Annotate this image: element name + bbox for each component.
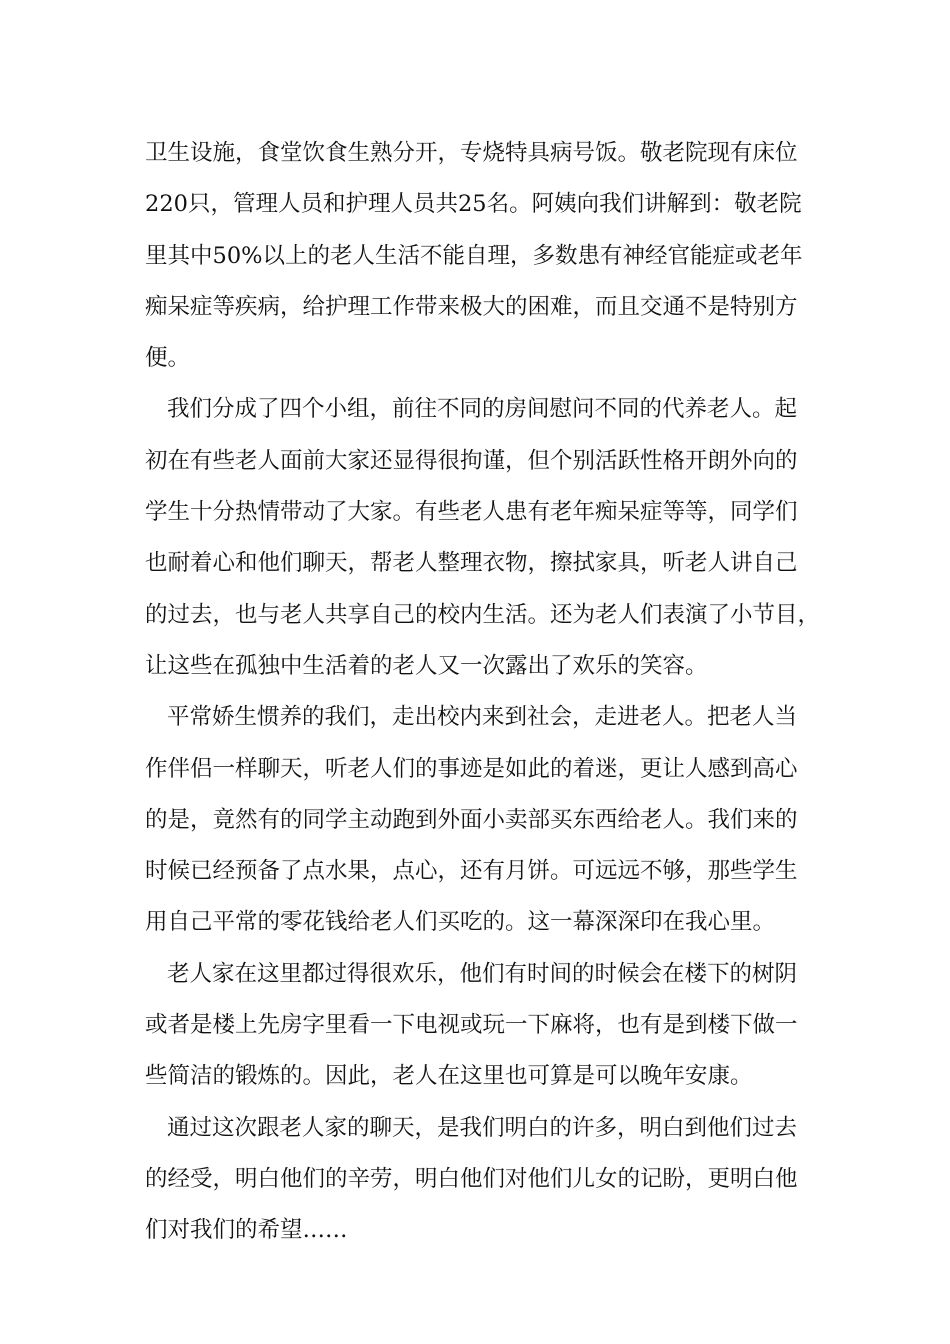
text-line: 的过去，也与老人共享自己的校内生活。还为老人们表演了小节目， [145, 601, 821, 628]
paragraph [145, 949, 835, 1103]
text-line: 初在有些老人面前大家还显得很拘谨，但个别活跃性格开朗外向的 [145, 447, 798, 474]
paragraph [145, 1103, 835, 1257]
text-line: 老人家在这里都过得很欢乐，他们有时间的时候会在楼下的树阴 [167, 960, 798, 987]
text-line: 我们分成了四个小组，前往不同的房间慰问不同的代养老人。起 [167, 396, 798, 423]
paragraph [145, 692, 835, 948]
text-line: 作伴侣一样聊天，听老人们的事迹是如此的着迷，更让人感到高心 [145, 755, 798, 782]
paragraph [145, 128, 835, 384]
text-line: 时候已经预备了点水果，点心，还有月饼。可远远不够，那些学生 [145, 858, 798, 885]
text-line: 通过这次跟老人家的聊天，是我们明白的许多，明白到他们过去 [167, 1114, 798, 1141]
text-line: 们对我们的希望…… [145, 1217, 348, 1244]
text-line: 里其中50%以上的老人生活不能自理，多数患有神经官能症或老年 [145, 242, 803, 269]
text-line: 平常娇生惯养的我们，走出校内来到社会，走进老人。把老人当 [167, 704, 798, 731]
text-line: 学生十分热情带动了大家。有些老人患有老年痴呆症等等，同学们 [145, 499, 798, 526]
text-line: 用自己平常的零花钱给老人们买吃的。这一幕深深印在我心里。 [145, 909, 776, 936]
text-line: 卫生设施，食堂饮食生熟分开，专烧特具病号饭。敬老院现有床位 [145, 140, 798, 166]
text-line: 让这些在孤独中生活着的老人又一次露出了欢乐的笑容。 [145, 652, 708, 679]
text-line: 的经受，明白他们的辛劳，明白他们对他们儿女的记盼，更明白他 [145, 1165, 798, 1192]
text-line: 220只，管理人员和护理人员共25名。阿姨向我们讲解到：敬老院 [145, 191, 802, 218]
text-line: 的是，竟然有的同学主动跑到外面小卖部买东西给老人。我们来的 [145, 806, 798, 833]
text-line: 或者是楼上先房字里看一下电视或玩一下麻将，也有是到楼下做一 [145, 1012, 798, 1039]
text-line: 也耐着心和他们聊天，帮老人整理衣物，擦拭家具，听老人讲自己 [145, 550, 798, 577]
text-line: 痴呆症等疾病，给护理工作带来极大的困难，而且交通不是特别方 [145, 293, 798, 320]
text-line: 些简洁的锻炼的。因此，老人在这里也可算是可以晚年安康。 [145, 1063, 753, 1090]
paragraph [145, 384, 835, 692]
document-body [145, 128, 835, 1257]
text-line: 便。 [145, 345, 191, 372]
